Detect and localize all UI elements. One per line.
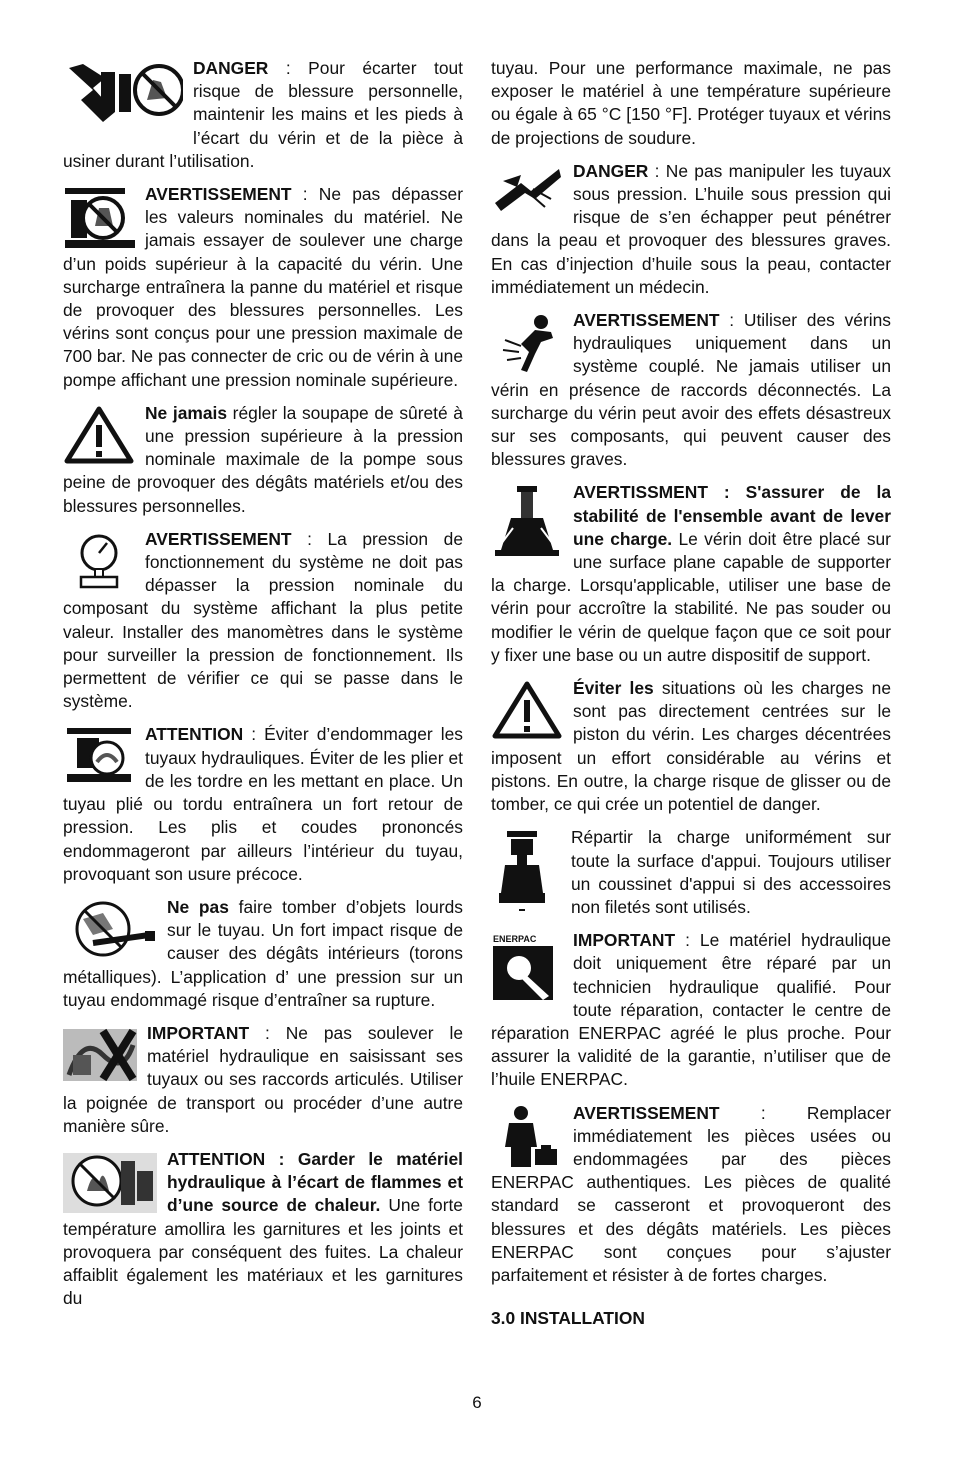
heat-flame-icon <box>63 1151 157 1215</box>
enerpac-wrench-icon <box>491 932 563 1004</box>
stable-base-icon <box>491 484 563 560</box>
warning-triangle-icon <box>491 680 563 740</box>
lead-text: AVERTISSEMENT <box>145 184 292 205</box>
lead-text: Ne jamais <box>145 402 228 423</box>
repair-paragraph <box>491 929 891 1091</box>
body-text: : Ne pas dépasser les valeurs nominales du matériel. Ne jamais essayer de soulever une charge d’un poids supérieur à la capacité du vérin. Une surcharge entraînera la panne du matériel et risque de provoquer des blessures personnelles. Les vérins sont conçus pour une pression maximale de 700 bar. Ne pas connecter de cric ou de vérin à une pompe affichant une pression nominale supérieure. <box>63 184 463 390</box>
lead-text: IMPORTANT <box>147 1022 250 1043</box>
lead-text: DANGER <box>193 58 269 78</box>
coupled-system-paragraph <box>491 309 891 471</box>
lead-text: AVERTISSEMENT <box>145 528 292 549</box>
body-text: : Remplacer immédiatement les pièces usées ou endommagées par des pièces ENERPAC authentiques. Les pièces de qualité standard se casseront et provoqueront des blessures et des dégâts matériels. Les pièces ENERPAC sont conçues pour s’ajuster parfaitement et résister à de fortes charges. <box>491 1102 891 1285</box>
body-text: Répartir la charge uniformément sur toute la surface d'appui. Toujours utiliser un coussinet d'appui si des accessoires non filetés sont utilisés. <box>571 827 891 917</box>
body-text: tuyau. Pour une performance maximale, ne pas exposer le matériel à une température supérieure ou égale à 65 °C [150 °F]. Protéger tuyaux et vérins de projections de soudure. <box>491 58 891 148</box>
genuine-parts-paragraph <box>491 1102 891 1288</box>
saddle-load-icon <box>491 829 561 915</box>
no-lift-by-hose-icon <box>63 1025 137 1085</box>
lead-text: DANGER <box>573 160 649 181</box>
off-center-load-paragraph <box>491 677 891 816</box>
relief-valve-paragraph <box>63 402 463 518</box>
lead-text: AVERTISSEMENT <box>573 310 720 331</box>
body-text: : Le matériel hydraulique doit uniquement être réparé par un technicien hydraulique qualifié. Pour toute réparation, contacter le centre de réparation ENERPAC agréé le plus proche. Pour assurer la validité de la garantie, n’utiliser que de l’huile ENERPAC. <box>491 930 891 1090</box>
stability-paragraph <box>491 481 891 667</box>
hands-feet-danger-icon <box>63 60 183 130</box>
lead-text: AVERTISSEMENT <box>573 1102 720 1123</box>
body-text: Le vérin doit être placé sur une surface plane capable de supporter la charge. Lorsqu'applicable, utiliser une base de vérin pour accroître la stabilité. Ne pas souder ou modifier le vérin de quelque façon que ce soit pour y fixer une base ou un autre dispositif de support. <box>491 528 891 665</box>
technician-toolbox-icon <box>491 1105 563 1169</box>
body-text: : Éviter d’endommager les tuyaux hydrauliques. Éviter de les plier et de les tordre en les mettant en place. Un tuyau plié ou tordu entraînera un fort retour de pression. Les plis et coudes prononcés endommageront par ailleurs l’intérieur du tuyau, provoquant son usure précoce. <box>63 724 463 884</box>
saddle-paragraph <box>491 826 891 919</box>
overload-warning-icon <box>63 186 135 250</box>
body-text: régler la soupape de sûreté à une pression supérieure à la pression nominale maximale de la pompe sous peine de provoquer des dégâts matériels et/ou des blessures personnelles. <box>63 402 463 516</box>
right-column <box>491 57 891 1330</box>
overload-warning-paragraph <box>63 183 463 392</box>
lead-text: Éviter les <box>573 678 654 699</box>
hose-damage-paragraph <box>63 723 463 885</box>
body-text: Une forte température amollira les garnitures et les joints et provoquera par conséquent des fuites. La chaleur affaiblit également les matériaux et les garnitures du <box>63 1195 463 1309</box>
lead-text: ATTENTION : Garder le matériel hydraulique à l’écart de flammes et d’une source de chaleur. <box>167 1148 463 1216</box>
pressure-gauge-icon <box>63 531 135 591</box>
body-text: faire tomber d’objets lourds sur le tuyau. Un fort impact risque de causer des dégâts intérieurs (torons métalliques). L’application d’ une pression sur un tuyau endommagé risque d’entraîner sa rupture. <box>63 896 463 1010</box>
drop-object-hose-icon <box>63 899 157 959</box>
enerpac-logo-text: ENERPAC <box>493 934 537 945</box>
lead-text: ATTENTION <box>145 724 244 745</box>
drop-object-paragraph <box>63 896 463 1012</box>
gauge-paragraph <box>63 528 463 714</box>
hose-injection-icon <box>491 163 563 215</box>
body-text: : Pour écarter tout risque de blessure personnelle, maintenir les mains et les pieds à l’écart du vérin et de la pièce à usiner durant l’utilisation. <box>63 58 463 171</box>
heat-paragraph <box>63 1148 463 1310</box>
person-impact-icon <box>491 312 563 376</box>
body-text: situations où les charges ne sont pas directement centrées sur le piston du vérin. Les charges décentrées imposent un effort considérable au vérins et pistons. En outre, la charge risque de glisser ou de tomber, ce qui crée un potentiel de danger. <box>491 678 891 815</box>
hose-injection-paragraph <box>491 160 891 299</box>
body-text: : Utiliser des vérins hydrauliques uniquement dans un système couplé. Ne jamais utiliser un vérin en présence de raccords déconnectés. La surcharge du vérin peut avoir des effets désastreux sur ses composants, qui peuvent causer des blessures graves. <box>491 310 891 470</box>
lead-text: AVERTISSMENT : S'assurer de la stabilité de l'ensemble avant de lever une charge. <box>573 482 891 549</box>
warning-triangle-icon <box>63 405 135 465</box>
lift-by-hose-paragraph <box>63 1022 463 1138</box>
continued-heat-paragraph <box>491 57 891 150</box>
body-text: : Ne pas manipuler les tuyaux sous pression. L’huile sous pression qui risque de s’en échapper peut pénétrer dans la peau et provoquer des blessures graves. En cas d’injection d’huile sous la peau, contacter immédiatement un médecin. <box>491 160 891 297</box>
body-text: : Ne pas soulever le matériel hydraulique en saisissant ses tuyaux ou ses raccords articulés. Utiliser la poignée de transport ou procéder d’une autre manière sûre. <box>63 1022 463 1136</box>
lead-text: IMPORTANT <box>573 930 676 951</box>
lead-text: Ne pas <box>167 896 229 917</box>
danger-hands-paragraph <box>63 57 463 173</box>
crushed-hose-icon <box>63 726 135 786</box>
page-number: 6 <box>472 1393 482 1412</box>
section-heading: 3.0 INSTALLATION <box>491 1308 645 1329</box>
body-text: : La pression de fonctionnement du système ne doit pas dépasser la pression nominale du composant du système affichant la plus petite valeur. Installer des manomètres dans le système pour surveiller la pression de fonctionnement. Ils permettent de vérifier ce qui se passe dans le système. <box>63 528 463 712</box>
left-column <box>63 57 463 1320</box>
